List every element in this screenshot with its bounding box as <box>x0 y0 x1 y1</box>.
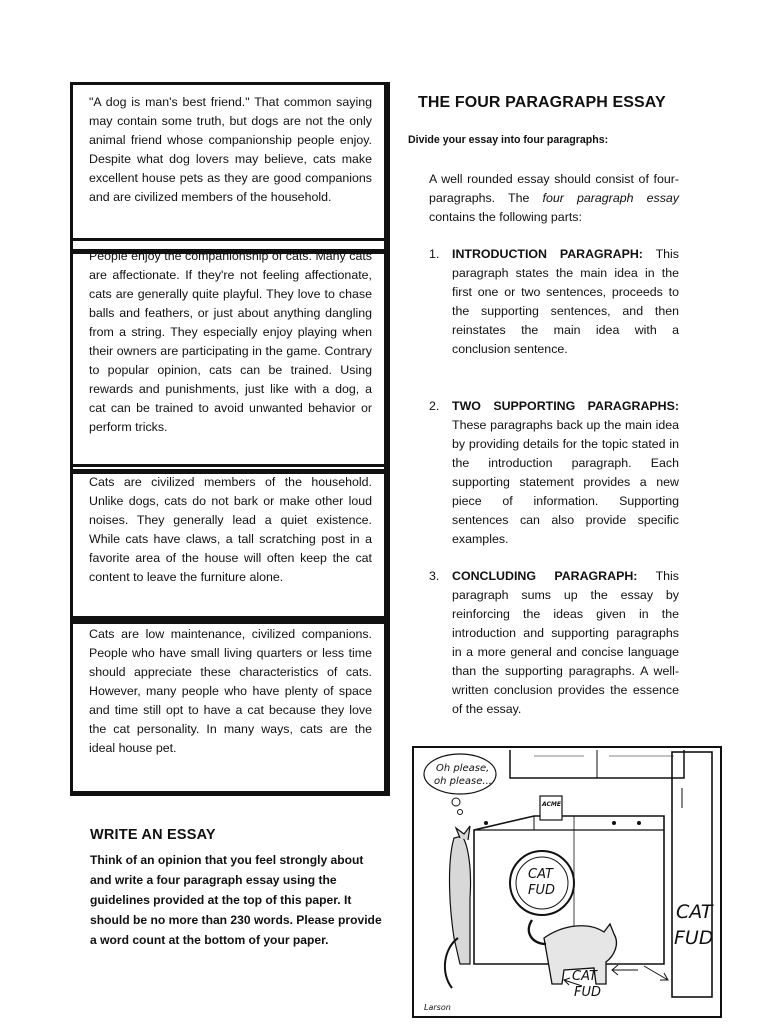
list-item <box>429 397 679 549</box>
essay-paragraph-box-2 <box>70 238 390 474</box>
acme-label: ACME <box>542 801 561 808</box>
write-essay-heading: WRITE AN ESSAY <box>90 827 216 843</box>
page-title: THE FOUR PARAGRAPH ESSAY <box>418 94 666 111</box>
list-text: These paragraphs back up the main idea by providing details for the topic stated in the introduction paragraph. Each supporting statement provides a new piece of information. Supporting sentences can also provide specific examples. <box>452 418 679 546</box>
guide-intro-b: contains the following parts: <box>429 210 582 224</box>
cat-fud-cartoon <box>412 746 722 1018</box>
wall-label-2: FUD <box>674 927 714 949</box>
divide-instruction: Divide your essay into four paragraphs: <box>408 134 609 146</box>
cartoon-drawing <box>414 748 720 1016</box>
list-number: 3. <box>429 569 440 583</box>
write-essay-instructions: Think of an opinion that you feel strongly about and write a four paragraph essay using the guidelines provided at the top of this paper. It should be no more than 230 words. Please provide a word count at the bottom of your paper. <box>90 853 382 947</box>
list-heading: TWO SUPPORTING PARAGRAPHS: <box>452 399 679 413</box>
list-number: 1. <box>429 247 440 261</box>
artist-signature: Larson <box>424 1003 451 1012</box>
list-number: 2. <box>429 399 440 413</box>
guide-intro <box>429 170 679 227</box>
essay-paragraph-text: "A dog is man's best friend." That common saying may contain some truth, but dogs are not the only animal friend whose companionship people enjoy. Despite what dog lovers may believe, cats make excellent house pets as they are good companions and are civilized members of the household. <box>89 95 372 204</box>
essay-paragraph-text: Cats are low maintenance, civilized companions. People who have small living quarters or less time should appreciate these characteristics of cats. However, many people who have plenty of space and time still opt to have a cat because they love the cat personality. In many ways, cats are the ideal house pet. <box>89 627 372 755</box>
dryer-label-1: CAT <box>528 867 553 882</box>
essay-paragraph-text: Cats are civilized members of the household. Unlike dogs, cats do not bark or make other loud noises. They generally lead a quiet existence. While cats have claws, a tall scratching post in a favorite area of the house will often keep the cat content to leave the furniture alone. <box>89 475 372 584</box>
thought-text-2: oh please... <box>434 776 492 787</box>
list-item <box>429 567 679 719</box>
list-item <box>429 245 679 359</box>
list-text: This paragraph sums up the essay by reinforcing the ideas given in the introduction and supporting paragraphs in a more general and concise language than the supporting paragraphs. A well-written conclusion provides the essence of the essay. <box>452 569 679 716</box>
list-text: This paragraph states the main idea in the first one or two sentences, proceeds to the supporting sentences, and then reinstates the main idea with a conclusion sentence. <box>452 247 679 356</box>
list-heading: CONCLUDING PARAGRAPH: <box>452 569 638 583</box>
wall-label-1: CAT <box>676 901 713 923</box>
essay-paragraph-box-1 <box>70 82 390 254</box>
list-heading: INTRODUCTION PARAGRAPH: <box>452 247 643 261</box>
floor-label-2: FUD <box>574 985 602 1000</box>
floor-label-1: CAT <box>572 969 597 984</box>
dryer-label-2: FUD <box>528 883 556 898</box>
essay-paragraph-box-4 <box>70 616 390 796</box>
essay-paragraph-text: People enjoy the companionship of cats. Many cats are affectionate. If they're not feeling affectionate, cats are generally quite playful. They love to chase balls and feathers, or just about anything dangling from a string. They especially enjoy playing when their owners are participating in the game. Contrary to popular opinion, cats can be trained. Using rewards and punishments, just like with a dog, a cat can be trained to avoid unwanted behavior or perform tricks. <box>89 249 372 434</box>
guide-intro-a: A well rounded essay should consist of four-paragraphs. The <box>429 172 679 205</box>
essay-paragraph-box-3 <box>70 464 390 624</box>
thought-text-1: Oh please, <box>436 763 490 774</box>
guide-intro-emphasis: four paragraph essay <box>542 191 679 205</box>
